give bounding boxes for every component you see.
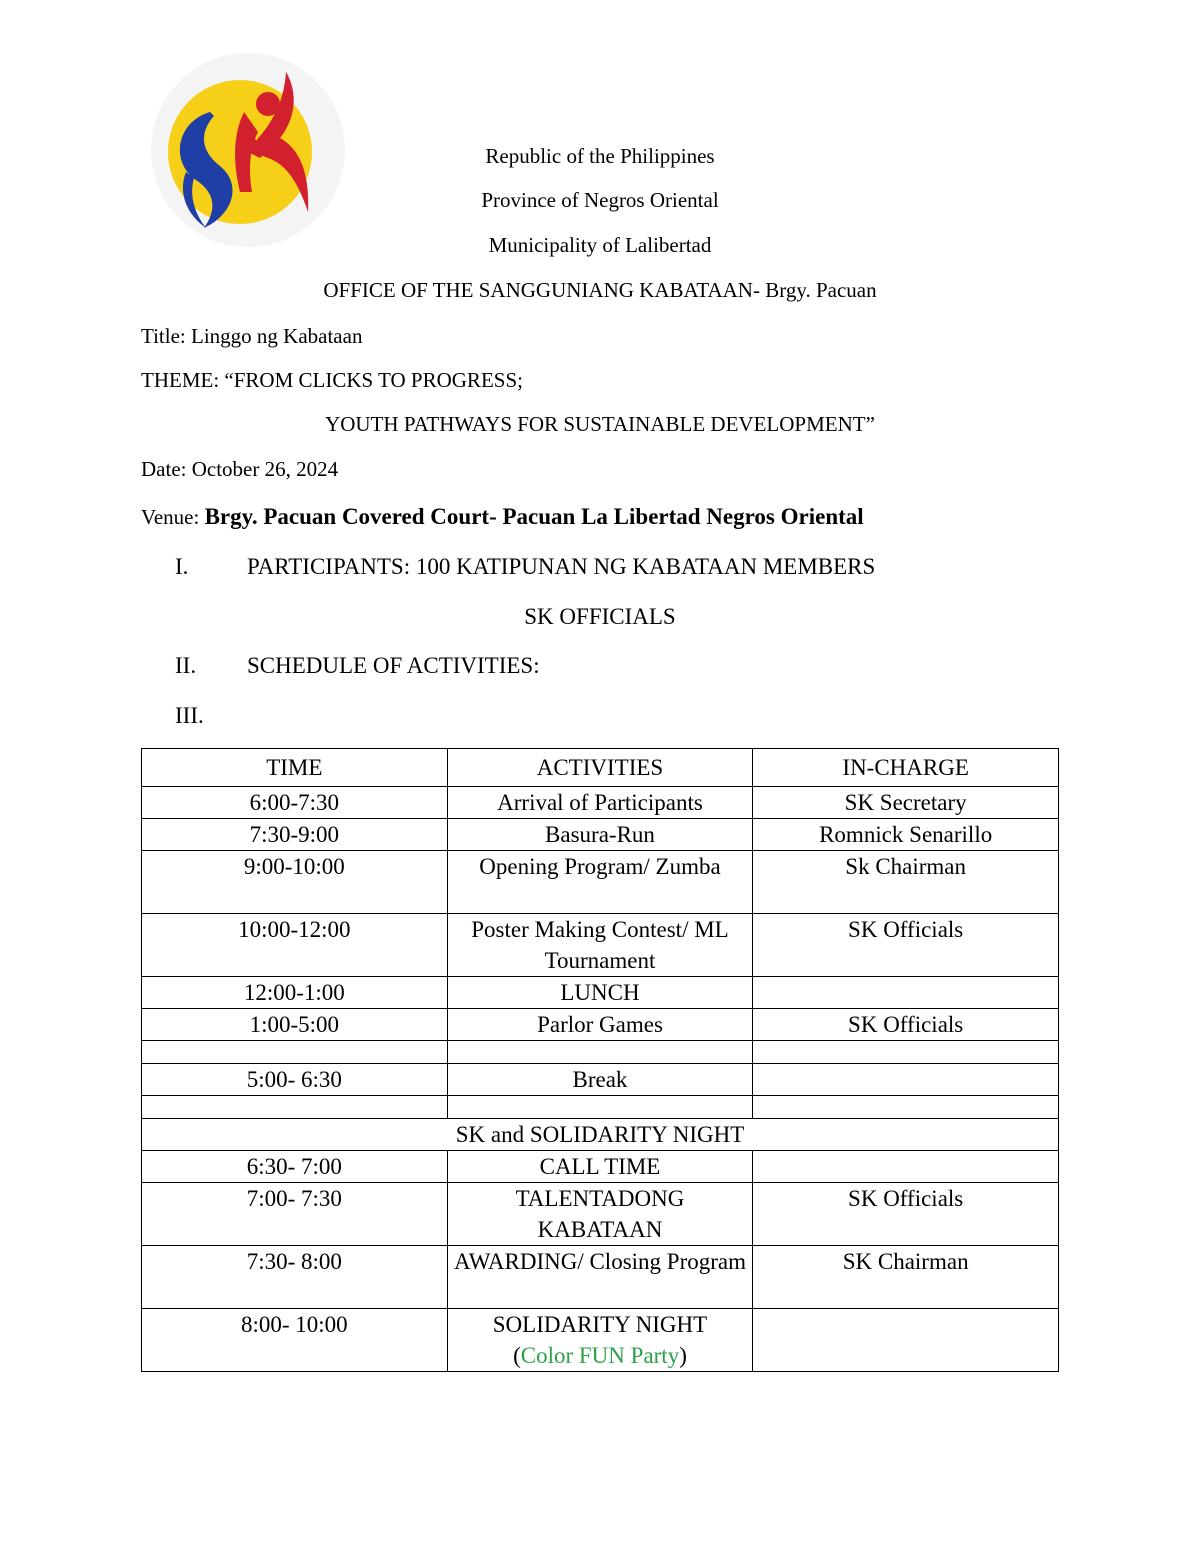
table-row: [142, 1064, 1059, 1096]
cell-time: 5:00- 6:30: [142, 1064, 448, 1096]
venue-line: [141, 504, 864, 530]
province-line: Province of Negros Oriental: [481, 188, 719, 212]
cell-in-charge: [753, 1064, 1059, 1096]
cell-time: 8:00- 10:00: [142, 1309, 448, 1372]
cell-in-charge: SK Officials: [753, 1009, 1059, 1041]
cell-in-charge: SK Officials: [753, 914, 1059, 977]
office-line: OFFICE OF THE SANGGUNIANG KABATAAN- Brgy. Pacuan: [323, 278, 877, 302]
cell-in-charge: SK Officials: [753, 1183, 1059, 1246]
schedule-table: [141, 748, 1059, 1372]
section-1-subheading: SK OFFICIALS: [524, 604, 676, 629]
cell-time: 9:00-10:00: [142, 851, 448, 914]
cell-time: 12:00-1:00: [142, 977, 448, 1009]
cell-in-charge: Sk Chairman: [753, 851, 1059, 914]
title-line: Title: Linggo ng Kabataan: [141, 324, 363, 348]
cell-time: 7:00- 7:30: [142, 1183, 448, 1246]
date-line: Date: October 26, 2024: [141, 457, 339, 481]
republic-line: Republic of the Philippines: [485, 144, 715, 168]
header-time: TIME: [142, 749, 448, 787]
venue-value: Brgy. Pacuan Covered Court- Pacuan La Libertad Negros Oriental: [204, 504, 864, 529]
cell-activity: Poster Making Contest/ ML Tournament: [447, 914, 753, 977]
color-fun-party-text: Color FUN Party: [520, 1343, 680, 1368]
cell-activity: AWARDING/ Closing Program: [447, 1246, 753, 1309]
cell-activity: Break: [447, 1064, 753, 1096]
cell-time: 7:30- 8:00: [142, 1246, 448, 1309]
cell-activity: Parlor Games: [447, 1009, 753, 1041]
cell-activity: Arrival of Participants: [447, 787, 753, 819]
cell-time: 6:30- 7:00: [142, 1151, 448, 1183]
table-row: [142, 851, 1059, 914]
empty-row: [142, 1041, 1059, 1064]
cell-time: 1:00-5:00: [142, 1009, 448, 1041]
cell-activity: LUNCH: [447, 977, 753, 1009]
paren-open: (: [513, 1343, 521, 1368]
cell-activity: CALL TIME: [447, 1151, 753, 1183]
section-1-number: I.: [175, 554, 189, 579]
color-fun-party-line: [452, 1340, 749, 1371]
empty-row: [142, 1096, 1059, 1119]
theme-line-2: YOUTH PATHWAYS FOR SUSTAINABLE DEVELOPMENT”: [325, 412, 875, 436]
section-2-heading: SCHEDULE OF ACTIVITIES:: [247, 653, 540, 678]
paren-close: ): [679, 1343, 687, 1368]
section-3-number: III.: [175, 703, 204, 728]
cell-time: 10:00-12:00: [142, 914, 448, 977]
cell-in-charge: [753, 1309, 1059, 1372]
table-row: [142, 819, 1059, 851]
cell-in-charge: [753, 977, 1059, 1009]
theme-line-1: THEME: “FROM CLICKS TO PROGRESS;: [141, 368, 523, 392]
solidarity-night-label: SOLIDARITY NIGHT: [492, 1312, 708, 1337]
table-row: [142, 1246, 1059, 1309]
table-row: [142, 1009, 1059, 1041]
cell-activity: [447, 1309, 753, 1372]
header-in-charge: IN-CHARGE: [753, 749, 1059, 787]
night-header: SK and SOLIDARITY NIGHT: [142, 1119, 1059, 1151]
cell-time: 7:30-9:00: [142, 819, 448, 851]
cell-activity: TALENTADONG KABATAAN: [447, 1183, 753, 1246]
table-row: [142, 977, 1059, 1009]
cell-activity: Basura-Run: [447, 819, 753, 851]
table-row: [142, 787, 1059, 819]
table-row: [142, 1183, 1059, 1246]
table-row: [142, 1309, 1059, 1372]
cell-time: 6:00-7:30: [142, 787, 448, 819]
section-2-number: II.: [175, 653, 197, 678]
table-row: [142, 914, 1059, 977]
cell-in-charge: [753, 1151, 1059, 1183]
cell-in-charge: Romnick Senarillo: [753, 819, 1059, 851]
header-activities: ACTIVITIES: [447, 749, 753, 787]
venue-label: Venue:: [141, 505, 205, 529]
section-1-heading: PARTICIPANTS: 100 KATIPUNAN NG KABATAAN MEMBERS: [247, 554, 876, 579]
municipality-line: Municipality of Lalibertad: [488, 233, 712, 257]
table-header-row: [142, 749, 1059, 787]
cell-activity: Opening Program/ Zumba: [447, 851, 753, 914]
cell-in-charge: SK Chairman: [753, 1246, 1059, 1309]
cell-in-charge: SK Secretary: [753, 787, 1059, 819]
night-header-row: [142, 1119, 1059, 1151]
table-row: [142, 1151, 1059, 1183]
